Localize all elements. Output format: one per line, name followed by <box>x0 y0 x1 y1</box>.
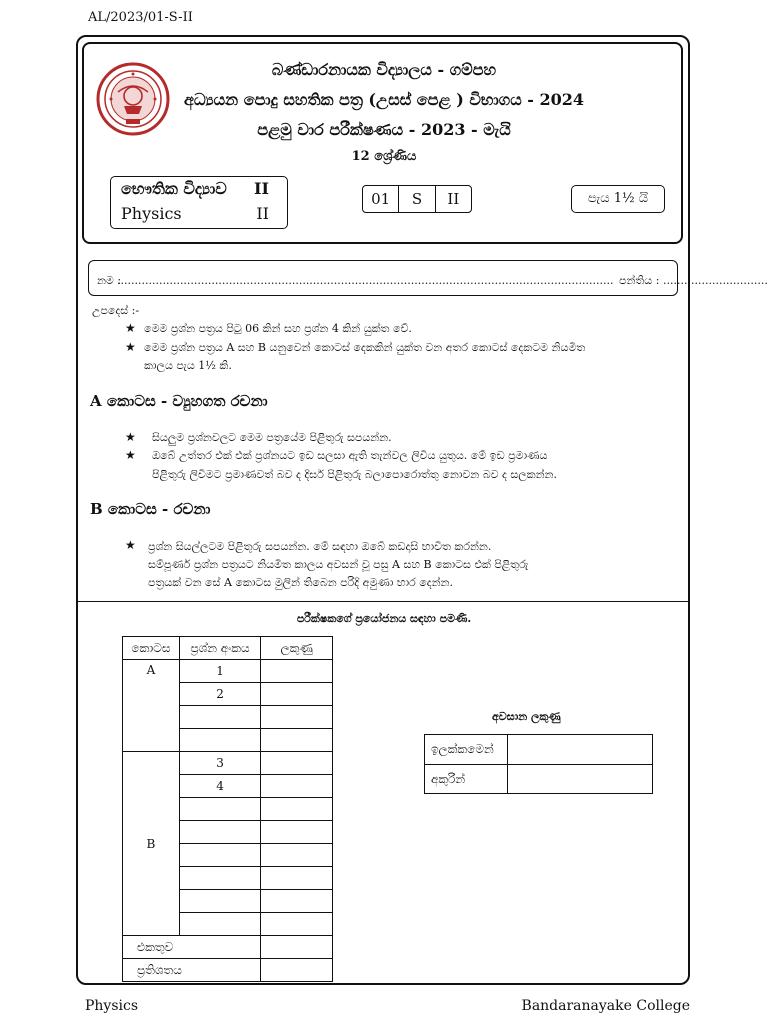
question-number: 4 <box>179 775 261 798</box>
marks-cell[interactable] <box>261 683 333 706</box>
final-marks-table <box>424 734 653 794</box>
star-icon: ★ <box>125 430 136 444</box>
section-b-item: සම්පූර්ණ ප්‍රශ්න පත්‍රයට නියමිත කාලය අවසන් වූ පසු A සහ B කොටස එක් පිළිතුරු <box>148 558 529 571</box>
table-header: කොටස <box>123 637 180 660</box>
part-b-cell: B <box>123 752 180 936</box>
instructions-heading: උපදෙස් :- <box>92 304 140 317</box>
instruction-item: කාලය පැය 1½ කි. <box>144 359 232 372</box>
section-a-item: සියලුම ප්‍රශ්නවලට මෙම පත්‍රයේම පිළිතුරු සපයන්න. <box>152 431 392 444</box>
star-icon: ★ <box>125 538 136 552</box>
section-divider <box>78 601 688 602</box>
percentage-cell[interactable] <box>261 959 333 982</box>
final-marks-title: අවසාන ලකුණු <box>492 710 561 723</box>
in-words-label: අකුරින් <box>425 765 508 794</box>
section-a-title: A කොටස - ව්‍යුහගත රචනා <box>90 392 268 410</box>
section-b-title: B කොටස - රචනා <box>90 500 211 518</box>
subject-english-part: II <box>256 204 269 223</box>
subject-sinhala-part: II <box>254 179 269 198</box>
marks-cell[interactable] <box>261 890 333 913</box>
total-label: එකතුව <box>123 936 261 959</box>
marks-cell[interactable] <box>261 844 333 867</box>
marks-cell[interactable] <box>261 867 333 890</box>
code-box: II <box>447 190 460 208</box>
table-header: ලකුණු <box>261 637 333 660</box>
percentage-label: ප්‍රතිශතය <box>123 959 261 982</box>
subject-sinhala: භෞතික විද්‍යාව <box>121 179 227 198</box>
question-number <box>179 913 261 936</box>
question-number <box>179 844 261 867</box>
marks-cell[interactable] <box>261 821 333 844</box>
name-field[interactable]: .............................................................................................................................................. <box>117 274 614 287</box>
marks-cell[interactable] <box>261 706 333 729</box>
code-box: 01 <box>363 186 399 212</box>
section-b-item: පත්‍රයක් වන සේ A කොටස මුලින් තිබෙන පරිදි අමුණා භාර දෙන්න. <box>148 576 453 589</box>
total-cell[interactable] <box>261 936 333 959</box>
duration-box: පැය 1½ යි <box>571 185 665 213</box>
question-number <box>179 890 261 913</box>
in-figures-label: ඉලක්කමෙන් <box>425 735 508 765</box>
marks-cell[interactable] <box>261 798 333 821</box>
star-icon: ★ <box>125 448 136 462</box>
subject-english: Physics <box>121 204 182 223</box>
section-b-item: ප්‍රශ්න සියල්ලටම පිළිතුරු සපයන්න. මේ සඳහා ඔබේ කඩදාසි භාවිත කරන්න. <box>148 540 492 553</box>
question-number <box>179 729 261 752</box>
subject-code-boxes <box>362 185 472 213</box>
subject-box <box>110 176 288 229</box>
name-class-box: නම : .............................................................................................................................................. පන්තිය : .............................. <box>88 260 678 296</box>
table-header: ප්‍රශ්න අංකය <box>179 637 261 660</box>
section-a-item: ඔබේ උත්තර එක් එක් ප්‍රශ්නයට ඉඩ සලසා ඇති තැන්වල ලිවිය යුතුය. මේ ඉඩ ප්‍රමාණය <box>152 449 548 462</box>
marks-cell[interactable] <box>261 752 333 775</box>
section-a-item: පිළිතුරු ලිවීමට ප්‍රමාණවත් බව ද දිර්ඝ පිළිතුරු බලාපොරොත්තු නොවන බව ද සලකන්න. <box>152 468 557 481</box>
question-number <box>179 706 261 729</box>
marks-cell[interactable] <box>261 660 333 683</box>
grade-label: 12 ශ්‍රේණිය <box>351 149 417 164</box>
question-number: 3 <box>179 752 261 775</box>
part-a-cell: A <box>123 660 180 752</box>
marks-cell[interactable] <box>261 775 333 798</box>
star-icon: ★ <box>125 340 136 354</box>
question-number: 2 <box>179 683 261 706</box>
question-number <box>179 821 261 844</box>
paper-code: AL/2023/01-S-II <box>88 10 193 25</box>
code-box: S <box>399 186 435 212</box>
question-number <box>179 867 261 890</box>
question-number: 1 <box>179 660 261 683</box>
instruction-item: මෙම ප්‍රශ්න පත්‍රය A සහ B යනුවෙන් කොටස් දෙකකින් යුක්ත වන අතර කොටස් දෙකටම නියමිත <box>144 341 586 354</box>
term-test-title: පළමු වාර පරීක්ෂණය - 2023 - මැයි <box>257 120 511 139</box>
instruction-item: මෙම ප්‍රශ්න පත්‍රය පිටු 06 කින් සහ ප්‍රශ්න 4 කින් යුක්ත වේ. <box>144 322 412 335</box>
question-number <box>179 798 261 821</box>
marks-cell[interactable] <box>261 729 333 752</box>
in-words-cell[interactable] <box>507 765 652 794</box>
school-name: බණ්ඩාරනායක විද්‍යාලය - ගම්පහ <box>271 60 497 79</box>
marks-cell[interactable] <box>261 913 333 936</box>
marks-table <box>122 636 333 982</box>
examiner-use-label: පරීක්ෂකගේ ප්‍රයෝජනය සඳහා පමණි. <box>296 612 472 625</box>
in-figures-cell[interactable] <box>507 735 652 765</box>
footer-right: Bandaranayake College <box>521 998 690 1014</box>
exam-title: අධ්‍යයන පොදු සහතික පත්‍ර (උසස් පෙළ ) විභාගය - 2024 <box>183 90 585 109</box>
footer-left: Physics <box>85 998 139 1014</box>
class-label: පන්තිය : <box>619 274 660 287</box>
name-label: නම : <box>97 274 122 287</box>
star-icon: ★ <box>125 321 136 335</box>
